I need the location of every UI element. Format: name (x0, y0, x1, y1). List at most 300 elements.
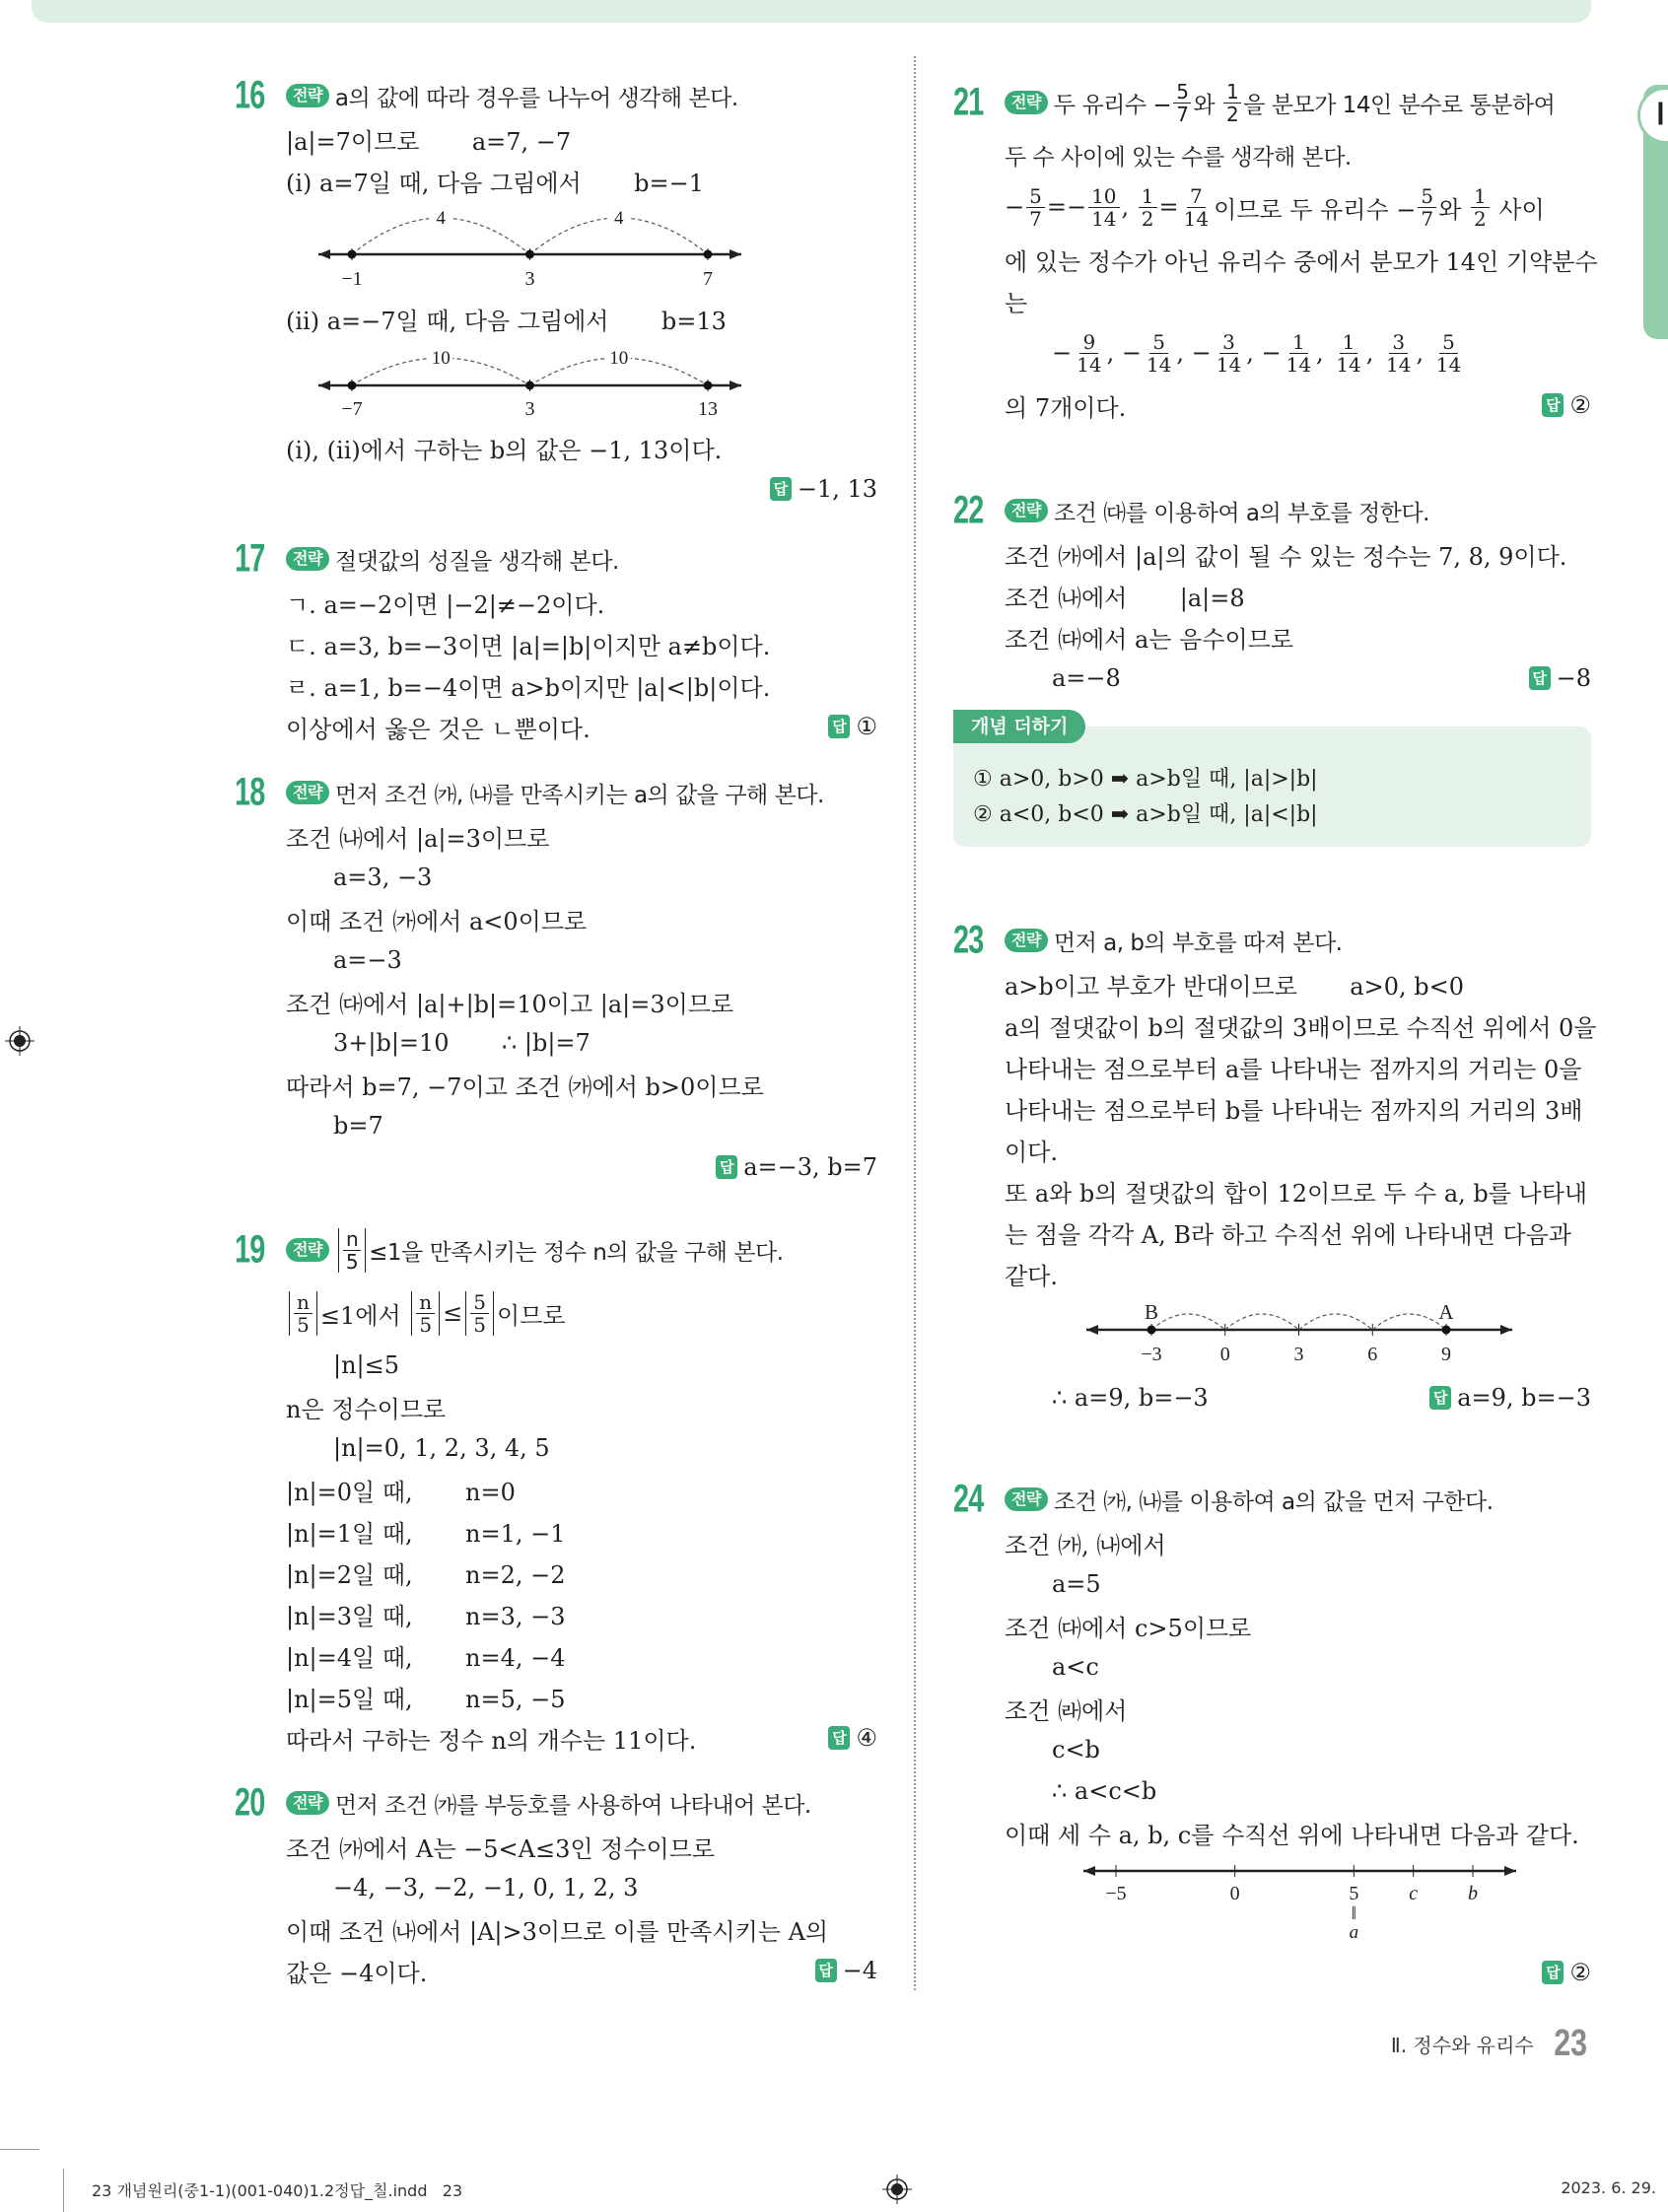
distance-arc (1372, 1314, 1446, 1330)
text-run: n은 정수이므로 (286, 1395, 447, 1423)
solution-line (953, 1046, 1591, 1087)
number-line-diagram (953, 1853, 1591, 1952)
strategy-header (235, 73, 877, 118)
text-run: |n|=3일 때, n=3, −3 (286, 1602, 566, 1630)
strategy-header (235, 1780, 877, 1826)
fraction (1181, 185, 1212, 230)
fraction (1074, 331, 1104, 376)
text-run: 조건 ㈐에서 c>5이므로 (1005, 1614, 1252, 1642)
problem-18 (235, 770, 877, 1188)
equation-line (235, 1427, 877, 1469)
equation-line (953, 1646, 1591, 1688)
problem-number: 16 (235, 73, 265, 117)
text-run: 같다. (1005, 1262, 1058, 1290)
solution-line (235, 1281, 877, 1345)
fraction-denominator: 5 (419, 1312, 433, 1337)
text-run: 먼저 조건 ㈎를 부등호를 사용하여 나타내어 본다. (334, 1792, 811, 1819)
text-run: , − (1106, 339, 1142, 367)
text-run: |n|=0일 때, n=0 (286, 1478, 516, 1506)
solution-line (953, 575, 1591, 616)
tick-label: 9 (1441, 1344, 1451, 1365)
fraction-numerator: 1 (1223, 81, 1241, 104)
answer (770, 475, 877, 503)
fraction-denominator: 14 (1435, 352, 1462, 377)
problem-number: 24 (953, 1477, 984, 1521)
strategy-badge: 전략 (286, 1238, 329, 1262)
text-run: 조건 ㈎, ㈏에서 (1005, 1531, 1166, 1559)
tick-label: −7 (341, 398, 363, 420)
solution-line (235, 1950, 877, 1991)
column-divider (914, 56, 916, 1990)
text-run: 이때 조건 ㈏에서 |A|>3이므로 이를 만족시키는 A의 (286, 1917, 829, 1946)
fraction-denominator: 2 (1225, 102, 1239, 126)
answer-badge-icon: 답 (1429, 1386, 1451, 1410)
strategy-badge: 전략 (286, 84, 329, 107)
tick-label: −3 (1141, 1344, 1162, 1365)
answer-badge-icon: 답 (770, 477, 792, 501)
point-dot (704, 250, 713, 259)
print-date: 2023. 6. 29. (1561, 2178, 1656, 2197)
page-number: 23 (1553, 2023, 1587, 2064)
text-run: 이상에서 옳은 것은 ㄴ뿐이다. (286, 715, 591, 743)
strategy-header (953, 71, 1591, 134)
text-run: 이때 조건 ㈎에서 a<0이므로 (286, 907, 588, 935)
absolute-value-fraction (289, 1291, 317, 1336)
solution-line (953, 616, 1591, 657)
text-run: |n|=4일 때, n=4, −4 (286, 1643, 566, 1672)
solution-line (235, 623, 877, 664)
arrow-right-icon (1500, 1325, 1512, 1335)
strategy-header (235, 770, 877, 815)
strategy-header (953, 1477, 1591, 1522)
answer (815, 1957, 877, 1984)
equation-line (235, 939, 877, 981)
fraction-numerator: 3 (1219, 331, 1238, 354)
strategy-badge: 전략 (286, 547, 329, 571)
equation-line (953, 321, 1591, 384)
text-run: |n|=2일 때, n=2, −2 (286, 1560, 566, 1589)
fraction (1144, 331, 1174, 376)
problem-number: 23 (953, 918, 984, 962)
text-run: 이다. (1005, 1138, 1058, 1166)
solution-line (953, 533, 1591, 575)
tick-label: 13 (698, 398, 718, 420)
point-dot (1147, 1326, 1156, 1335)
text-run: |a|=7이므로 a=7, −7 (286, 127, 572, 156)
solution-line (235, 427, 877, 468)
solution-line (235, 1510, 877, 1552)
solution-line (235, 1634, 877, 1676)
answer-value: ② (1569, 391, 1591, 419)
problem-22 (953, 488, 1591, 699)
fraction-denominator: 7 (1421, 206, 1434, 231)
answer-value: ④ (856, 1724, 877, 1752)
solution-line (235, 118, 877, 160)
text-run: a<c (1052, 1653, 1099, 1681)
text-run: 조건 ㈏에서 |a|=8 (1005, 584, 1245, 612)
solution-line (953, 1004, 1597, 1046)
fraction-numerator: 1 (1340, 331, 1358, 354)
fraction-denominator: 14 (1183, 206, 1210, 231)
fraction (1284, 331, 1314, 376)
answer-line (235, 1146, 877, 1188)
fraction (1383, 331, 1414, 376)
answer (1542, 391, 1591, 419)
tick-label: 6 (1367, 1344, 1378, 1365)
arc-label: 10 (431, 348, 451, 369)
text-run: 두 수 사이에 있는 수를 생각해 본다. (1005, 144, 1352, 171)
fraction (343, 1228, 361, 1273)
fraction-numerator: 5 (470, 1291, 489, 1314)
problem-16 (235, 73, 877, 510)
chapter-title: Ⅱ. 정수와 유리수 (1390, 2034, 1534, 2057)
fraction-denominator: 14 (1286, 352, 1312, 377)
text-run: 따라서 b=7, −7이고 조건 ㈎에서 b>0이므로 (286, 1072, 764, 1101)
text-run: , (1121, 193, 1137, 221)
fraction-denominator: 5 (345, 1249, 359, 1274)
equation-line (953, 657, 1591, 699)
solution-line (235, 898, 877, 939)
text-run: 조건 ㈏에서 |a|=3이므로 (286, 824, 550, 853)
answer-line (953, 1952, 1591, 1993)
tick-label: c (1409, 1883, 1419, 1904)
print-slug: 23 개념원리(중1-1)(001-040)1.2정답_칠.indd 23 (92, 2181, 463, 2200)
text-run: 사이 (1491, 195, 1545, 224)
problem-number: 19 (235, 1227, 265, 1272)
tick-label: 3 (1293, 1344, 1304, 1365)
text-run: , (1365, 339, 1382, 367)
text-run: ㄹ. a=1, b=−4이면 a>b이지만 |a|<|b|이다. (286, 673, 771, 702)
text-run: , − (1176, 339, 1212, 367)
text-run: a=5 (1052, 1570, 1101, 1598)
answer (1542, 1959, 1591, 1986)
text-run: c<b (1052, 1736, 1100, 1763)
solution-line (953, 1129, 1591, 1170)
absolute-value-fraction (338, 1228, 366, 1273)
number-line (1005, 1853, 1557, 1952)
problem-21 (953, 71, 1598, 426)
distance-arc (1299, 1314, 1373, 1330)
fraction (470, 1291, 489, 1336)
fraction (1471, 185, 1490, 230)
problem-number: 20 (235, 1780, 265, 1825)
fraction-denominator: 2 (1473, 206, 1487, 231)
text-run: 3+|b|=10 ∴ |b|=7 (333, 1029, 591, 1057)
fraction-denominator: 14 (1091, 206, 1117, 231)
text-run: 먼저 a, b의 부호를 따져 본다. (1053, 930, 1343, 956)
strategy-badge: 전략 (286, 781, 329, 804)
equation-line (235, 1345, 877, 1386)
fraction (1088, 185, 1119, 230)
answer-value: ① (856, 713, 877, 740)
equation-line (953, 1563, 1591, 1605)
strategy-header (235, 1218, 877, 1281)
text-run: ≤1에서 (319, 1301, 409, 1330)
arrow-right-icon (730, 249, 741, 259)
tick-label: 7 (703, 268, 713, 290)
point-label: A (1438, 1300, 1454, 1324)
fraction-denominator: 7 (1176, 102, 1189, 126)
solution-line (235, 664, 877, 706)
text-run: ≤ (443, 1299, 463, 1327)
text-run: −4, −3, −2, −1, 0, 1, 2, 3 (333, 1874, 639, 1901)
point-dot (525, 250, 534, 259)
solution-line (953, 963, 1591, 1004)
crop-mark (63, 2169, 64, 2212)
text-run: 또 a와 b의 절댓값의 합이 12이므로 두 수 a, b를 나타내 (1005, 1179, 1588, 1208)
arrow-right-icon (730, 380, 741, 390)
solution-line (235, 1469, 877, 1510)
page-footer-chapter (1391, 2023, 1591, 2065)
concept-box (953, 726, 1591, 847)
answer (828, 1724, 877, 1752)
text-run: a=−8 (1052, 664, 1121, 692)
fraction-numerator: 1 (1289, 331, 1308, 354)
solution-line (235, 1552, 877, 1593)
problem-23 (953, 918, 1597, 1418)
distance-arc (1151, 1314, 1225, 1330)
answer-value: −1, 13 (797, 475, 877, 503)
text-run: 조건 ㈎에서 |a|의 값이 될 수 있는 정수는 7, 8, 9이다. (1005, 542, 1567, 571)
answer-badge-icon: 답 (815, 1959, 837, 1982)
chapter-tab-label: Ⅰ (1637, 87, 1668, 144)
text-run: 값은 −4이다. (286, 1959, 428, 1987)
solution-line (953, 1211, 1591, 1253)
solution-line (953, 384, 1591, 426)
solution-line (953, 1812, 1591, 1853)
answer (828, 713, 877, 740)
problem-number: 17 (235, 536, 265, 581)
fraction (1214, 331, 1244, 376)
fraction-numerator: 1 (1471, 185, 1490, 208)
text-run: 조건 ㈑에서 (1005, 1696, 1128, 1725)
fraction (294, 1291, 313, 1336)
text-run: 절댓값의 성질을 생각해 본다. (334, 548, 619, 575)
fraction-numerator: 9 (1079, 331, 1098, 354)
answer-badge-icon: 답 (1542, 393, 1564, 417)
arc-label: 10 (609, 348, 629, 369)
text-run: |n|=5일 때, n=5, −5 (286, 1685, 566, 1713)
solution-line (235, 815, 877, 857)
text-run: (i), (ii)에서 구하는 b의 값은 −1, 13이다. (286, 436, 723, 464)
text-run: 는 (1005, 289, 1028, 317)
point-annotation: ‖ (1351, 1903, 1357, 1924)
solution-line (235, 1717, 877, 1759)
fraction-denominator: 5 (297, 1312, 310, 1337)
fraction-numerator: 3 (1389, 331, 1408, 354)
solution-line (953, 1688, 1591, 1729)
absolute-value-fraction (411, 1291, 440, 1336)
answer-badge-icon: 답 (1529, 666, 1551, 690)
solution-line (953, 1087, 1591, 1129)
text-run: (i) a=7일 때, 다음 그림에서 b=−1 (286, 169, 704, 197)
fraction-numerator: 10 (1088, 185, 1119, 208)
fraction-denominator: 14 (1336, 352, 1361, 377)
arc-label: 4 (614, 208, 624, 229)
fraction-numerator: 5 (1026, 185, 1045, 208)
concept-box-title: 개념 더하기 (953, 710, 1085, 743)
top-color-bar (32, 0, 1591, 23)
solution-line (235, 298, 877, 339)
answer-badge-icon: 답 (828, 715, 850, 738)
solution-line (953, 175, 1591, 239)
solution-line (235, 582, 877, 623)
text-run: − (1005, 193, 1025, 221)
answer (1529, 664, 1591, 692)
text-run: , − (1246, 339, 1282, 367)
fraction-numerator: 5 (1418, 185, 1436, 208)
text-run: 와 (1438, 195, 1469, 224)
text-run: ≤1을 만족시키는 정수 n의 값을 구해 본다. (369, 1239, 784, 1266)
text-run: 의 7개이다. (1005, 393, 1127, 422)
arrow-left-icon (318, 380, 330, 390)
text-run: =− (1046, 193, 1087, 221)
solution-line (235, 1826, 877, 1867)
text-run: a=3, −3 (333, 864, 433, 891)
concept-item: ① a>0, b>0 ➡ a>b일 때, |a|>|b| (973, 767, 1318, 792)
text-run: − (1052, 339, 1073, 367)
point-dot (348, 250, 357, 259)
solution-line (235, 160, 877, 201)
fraction-numerator: 1 (1139, 185, 1157, 208)
answer-value: ② (1569, 1959, 1591, 1986)
registration-mark-icon (882, 2175, 912, 2204)
tick-label: 3 (524, 398, 535, 420)
solution-line (953, 1522, 1591, 1563)
fraction-numerator: 5 (1439, 331, 1458, 354)
arrow-left-icon (1086, 1325, 1098, 1335)
tick-label: −5 (1105, 1883, 1127, 1904)
text-run: 는 점을 각각 A, B라 하고 수직선 위에 나타내면 다음과 (1005, 1220, 1571, 1249)
text-run: 두 유리수 − (1053, 92, 1172, 118)
problem-number: 21 (953, 80, 984, 124)
solution-line (953, 239, 1598, 280)
problem-19 (235, 1218, 877, 1759)
text-run: , (1316, 339, 1332, 367)
problem-20 (235, 1780, 877, 1991)
arrow-right-icon (1504, 1866, 1516, 1876)
text-run: 나타내는 점으로부터 b를 나타내는 점까지의 거리의 3배 (1005, 1096, 1583, 1125)
text-run: , (1416, 339, 1431, 367)
point-dot (348, 381, 357, 390)
tick-label: 3 (524, 268, 535, 290)
equation-line (953, 1729, 1591, 1770)
fraction (1223, 81, 1241, 125)
text-run: ㄱ. a=−2이면 |−2|≠−2이다. (286, 590, 605, 619)
text-run: a의 값에 따라 경우를 나누어 생각해 본다. (334, 85, 738, 111)
problem-number: 22 (953, 488, 984, 532)
text-run: |n|=1일 때, n=1, −1 (286, 1519, 566, 1548)
text-run: ㄷ. a=3, b=−3이면 |a|=|b|이지만 a≠b이다. (286, 632, 771, 660)
text-run: 에 있는 정수가 아닌 유리수 중에서 분모가 14인 기약분수 (1005, 247, 1598, 276)
number-line-diagram (953, 1294, 1591, 1377)
point-label: B (1144, 1300, 1159, 1324)
text-run: ∴ a<c<b (1052, 1777, 1157, 1805)
fraction (1418, 185, 1436, 230)
tick-label: 0 (1229, 1883, 1240, 1904)
solution-line (235, 1064, 877, 1105)
equation-line (235, 1022, 877, 1064)
solution-line (235, 1676, 877, 1717)
text-run: a=−3 (333, 946, 402, 974)
equation-line (953, 1770, 1591, 1812)
answer-badge-icon: 답 (828, 1726, 850, 1750)
equation-line (235, 1867, 877, 1908)
absolute-value-fraction (465, 1291, 494, 1336)
text-run: 나타내는 점으로부터 a를 나타내는 점까지의 거리는 0을 (1005, 1055, 1582, 1083)
number-line (1005, 1294, 1557, 1377)
strategy-badge: 전략 (1005, 1487, 1048, 1511)
tick-label: −1 (341, 268, 363, 290)
strategy-badge: 전략 (1005, 929, 1048, 952)
solution-line (235, 1908, 877, 1950)
fraction (1433, 331, 1464, 376)
answer-value: a=−3, b=7 (743, 1153, 877, 1181)
answer (1429, 1384, 1591, 1412)
fraction-numerator: 5 (1149, 331, 1168, 354)
text-run: a의 절댓값이 b의 절댓값의 3배이므로 수직선 위에서 0을 (1005, 1013, 1597, 1042)
text-run: 조건 ㈎에서 A는 −5<A≤3인 정수이므로 (286, 1834, 716, 1863)
fraction-denominator: 14 (1146, 352, 1172, 377)
fraction (1173, 81, 1191, 125)
text-run: 을 분모가 14인 분수로 통분하여 (1243, 92, 1556, 118)
answer-value: −4 (842, 1957, 877, 1984)
answer-badge-icon: 답 (716, 1155, 737, 1179)
fraction-numerator: 7 (1187, 185, 1206, 208)
number-line (286, 339, 838, 427)
answer-line (235, 468, 877, 510)
fraction (1026, 185, 1045, 230)
text-run: 이때 세 수 a, b, c를 수직선 위에 나타내면 다음과 같다. (1005, 1821, 1579, 1849)
equation-line (235, 1105, 877, 1146)
strategy-header (953, 488, 1591, 533)
solution-line (953, 134, 1591, 175)
fraction-numerator: n (343, 1228, 361, 1251)
solution-line (953, 1170, 1591, 1211)
text-run: 와 (1193, 92, 1221, 118)
text-run: 따라서 구하는 정수 n의 개수는 11이다. (286, 1726, 697, 1755)
arrow-left-icon (318, 249, 330, 259)
fraction-denominator: 14 (1077, 352, 1102, 377)
strategy-badge: 전략 (1005, 91, 1048, 114)
crop-mark (0, 2149, 39, 2150)
fraction-denominator: 7 (1029, 206, 1042, 231)
text-run: 이므로 두 유리수 − (1214, 195, 1417, 224)
concept-item: ② a<0, b<0 ➡ a>b일 때, |a|<|b| (973, 802, 1318, 827)
arc-label: 4 (436, 208, 446, 229)
strategy-header (953, 918, 1591, 963)
text-run: 먼저 조건 ㈎, ㈏를 만족시키는 a의 값을 구해 본다. (334, 782, 824, 808)
problem-number: 18 (235, 770, 265, 814)
fraction (1333, 331, 1363, 376)
fraction-numerator: 5 (1173, 81, 1191, 104)
answer-value: −8 (1556, 664, 1591, 692)
text-run: ∴ a=9, b=−3 (1052, 1384, 1209, 1412)
solution-line (235, 981, 877, 1022)
number-line (286, 201, 838, 298)
point-dot (1442, 1326, 1451, 1335)
point-annotation: a (1349, 1922, 1359, 1943)
solution-line (235, 1386, 877, 1427)
solution-line (953, 1253, 1591, 1294)
tick-label: b (1468, 1883, 1478, 1904)
arrow-left-icon (1083, 1866, 1095, 1876)
problem-17 (235, 536, 877, 747)
fraction (416, 1291, 435, 1336)
equation-line (953, 1377, 1591, 1418)
strategy-badge: 전략 (286, 1791, 329, 1815)
text-run: |n|≤5 (333, 1351, 400, 1379)
